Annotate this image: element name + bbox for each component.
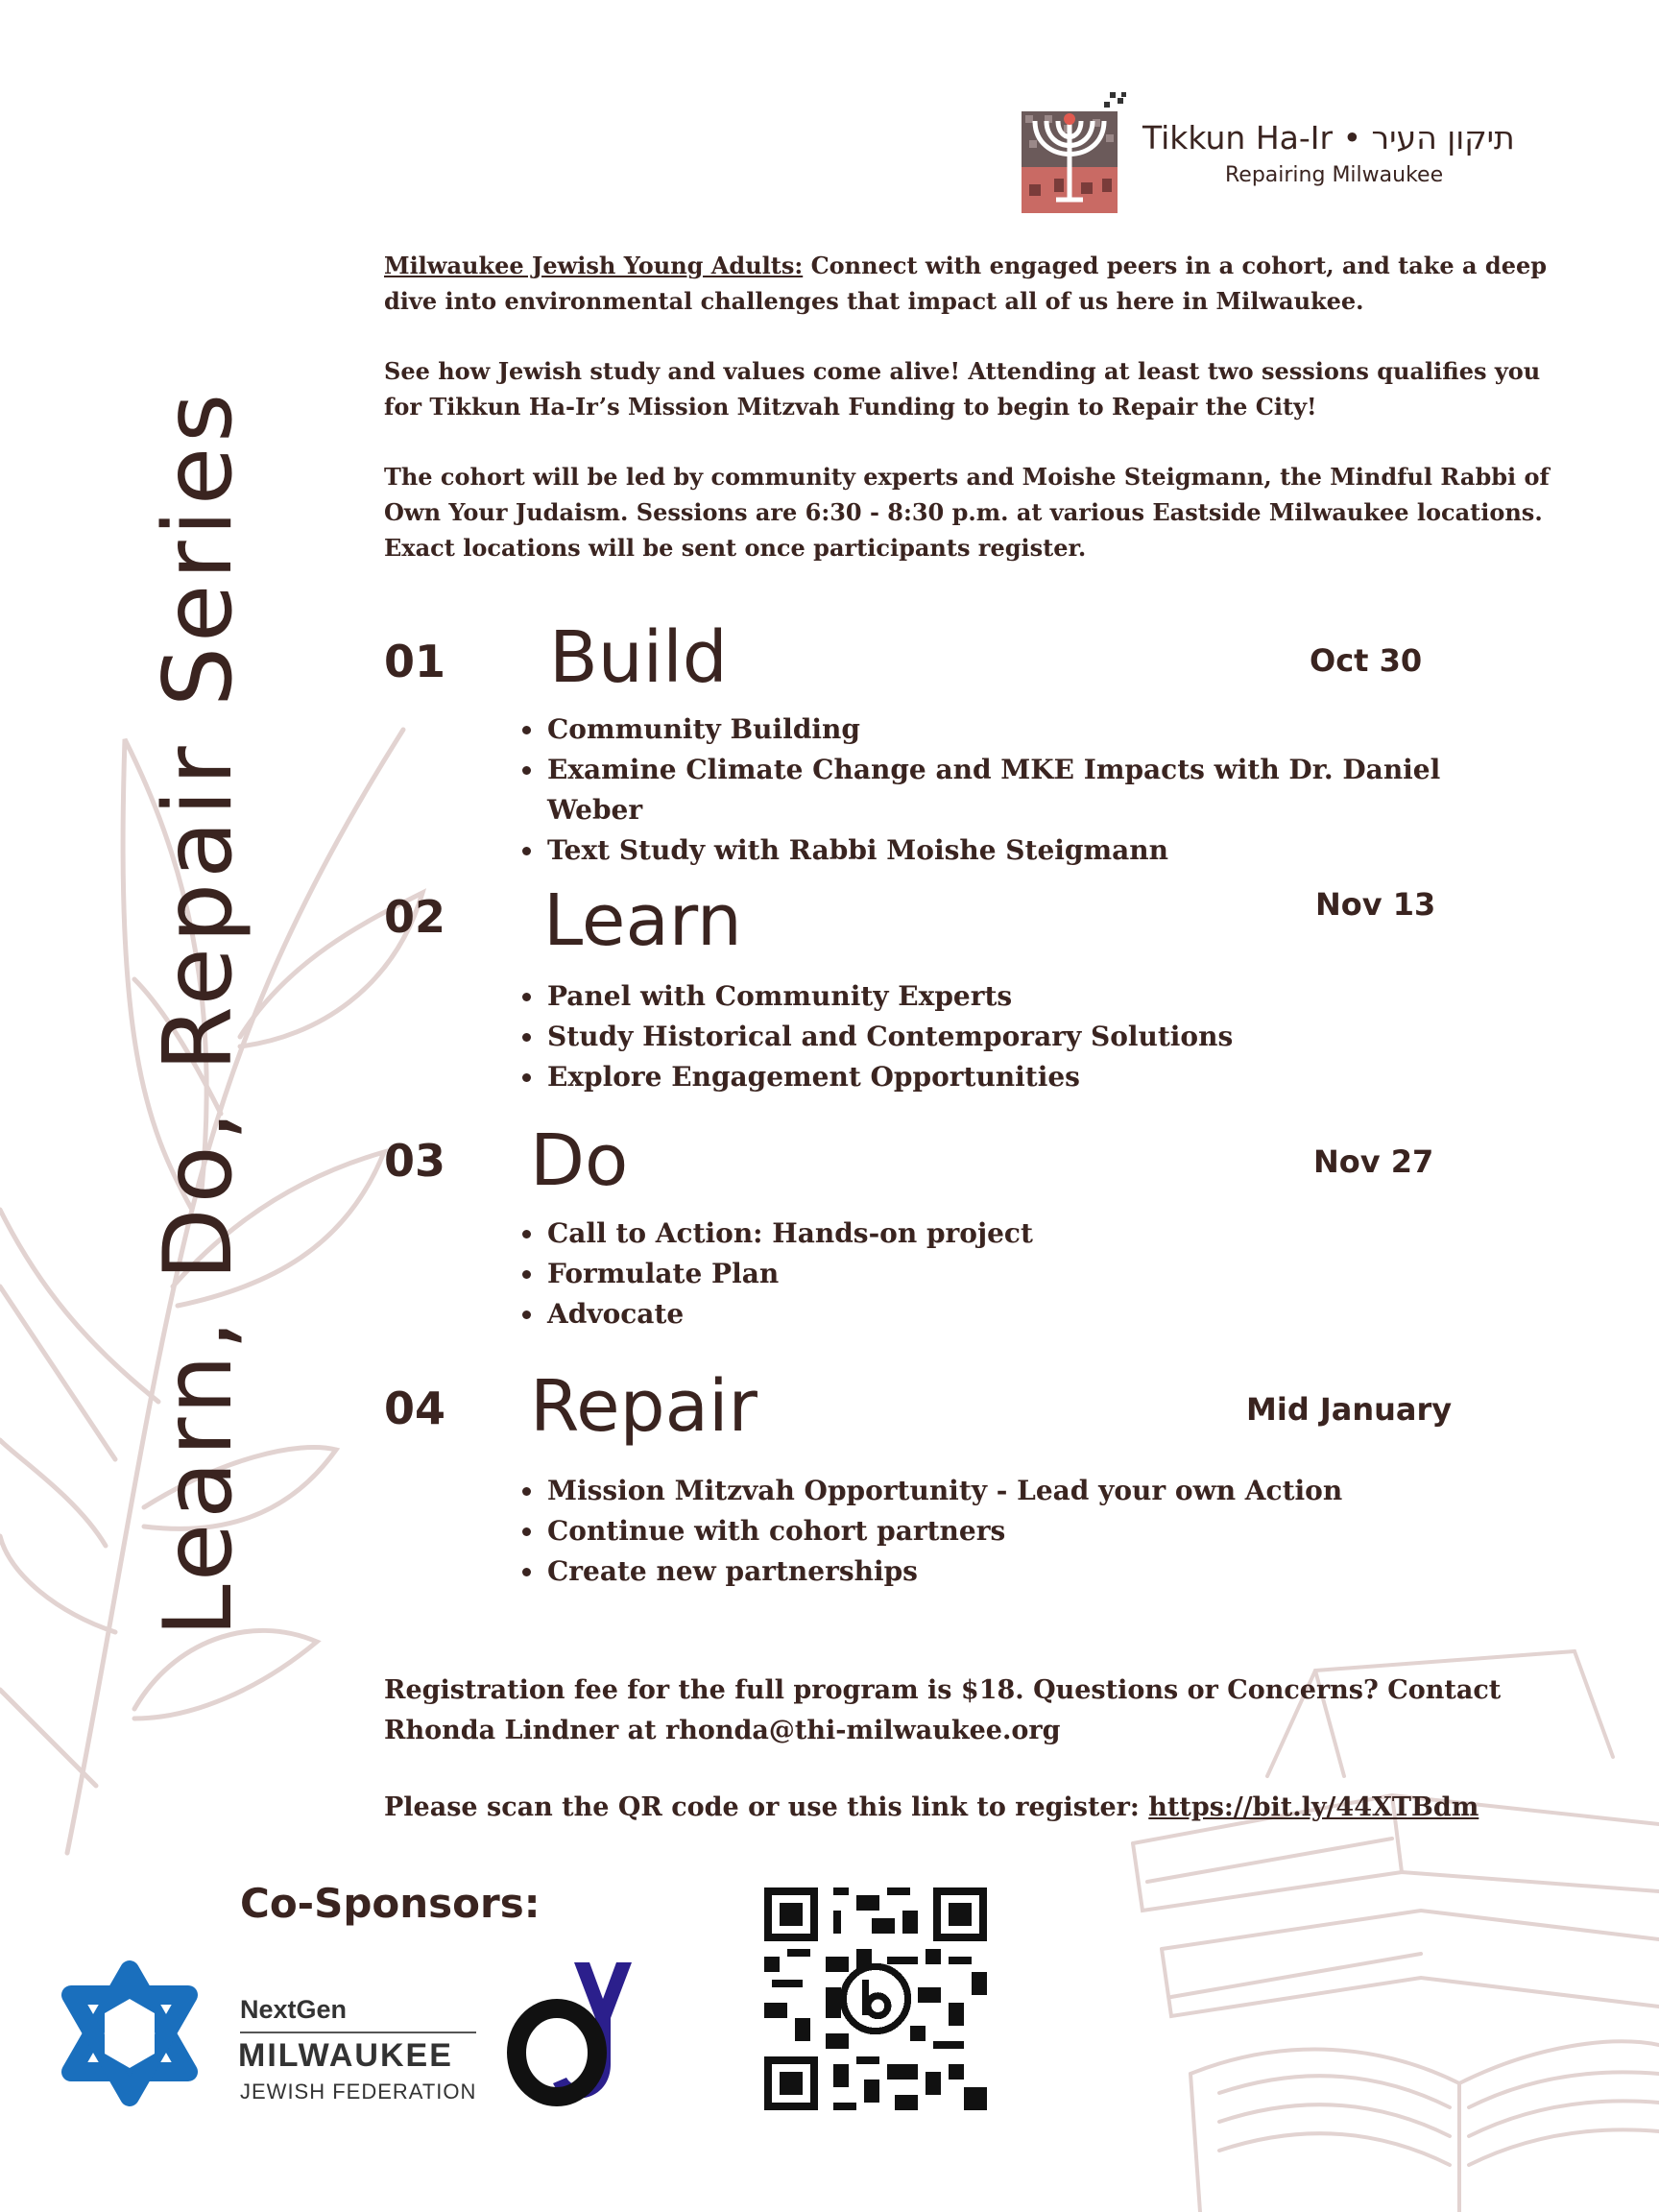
bullet-item: • Explore Engagement Opportunities [545,1057,1505,1097]
nextgen-org: JEWISH FEDERATION [240,2080,477,2104]
bullet-item: • Formulate Plan [545,1254,1505,1294]
tikkun-ha-ir-logo [1022,92,1521,219]
session-title: Build [549,616,728,699]
session-number: 04 [384,1382,446,1434]
logo-subtitle: Repairing Milwaukee [1225,163,1444,187]
logo-title: Tikkun Ha-Ir • תיקון העיר [1142,119,1515,156]
intro-paragraph-1 [384,248,1565,319]
nextgen-federation-logo [238,1995,488,2110]
session-bullet-list [509,1471,1505,1592]
bullet-item: • Mission Mitzvah Opportunity - Lead your own Action [545,1471,1505,1511]
register-link[interactable]: https://bit.ly/44XTBdm [1148,1792,1479,1822]
session-date: Nov 27 [1313,1143,1434,1180]
session-title: Do [530,1119,629,1202]
nextgen-city: MILWAUKEE [238,2037,453,2074]
menorah-mosaic-icon [1022,92,1127,213]
register-instructions [384,1788,1594,1828]
session-bullet-list [509,709,1505,871]
session-date: Nov 13 [1315,886,1436,923]
session-date: Oct 30 [1310,642,1423,679]
star-of-david-icon [58,1957,202,2110]
session-number: 03 [384,1135,446,1187]
session-bullet-list [509,976,1505,1097]
bullet-item: • Text Study with Rabbi Moishe Steigmann [545,830,1505,871]
bullet-item: • Create new partnerships [545,1551,1505,1592]
intro-paragraph-3: The cohort will be led by community experts and Moishe Steigmann, the Mindful Rabbi of Own Your Judaism. Sessions are 6:30 - 8:30 p.m. at various Eastside Milwaukee locations. Exact locations will be sent once participants register. [384,463,1550,562]
intro-section [384,248,1565,600]
session-title: Repair [530,1365,757,1448]
nextgen-label: NextGen [240,1995,348,2024]
bullet-item: • Panel with Community Experts [545,976,1505,1017]
intro-lead-text: Connect with engaged peers in a cohort, and take a deep dive into environmental challenges that impact all of us here in Milwaukee. [384,252,1548,315]
intro-lead-label: Milwaukee Jewish Young Adults: [384,252,804,279]
bullet-item: • Advocate [545,1294,1505,1334]
bullet-item: • Examine Climate Change and MKE Impacts with Dr. Daniel Weber [545,750,1450,830]
series-title-vertical: Learn, Do, Repair Series [144,388,253,1637]
session-bullet-list [509,1214,1505,1334]
intro-paragraph-2: See how Jewish study and values come alive! Attending at least two sessions qualifies you for Tikkun Ha-Ir’s Mission Mitzvah Funding to begin to Repair the City! [384,357,1541,421]
register-text: Please scan the QR code or use this link to register: [384,1792,1149,1822]
session-date: Mid January [1246,1391,1453,1428]
bullet-item: • Study Historical and Contemporary Solutions [545,1017,1505,1057]
bullet-item: • Community Building [545,709,1505,750]
bullet-item: • Continue with cohort partners [545,1511,1505,1551]
registration-info: Registration fee for the full program is $18. Questions or Concerns? Contact Rhonda Lindner at rhonda@thi-milwaukee.org [384,1675,1502,1745]
own-your-judaism-logo [507,1959,661,2112]
nextgen-divider [240,2032,476,2033]
bullet-item: • Call to Action: Hands-on project [545,1214,1505,1254]
cosponsors-heading: Co-Sponsors: [240,1880,541,1927]
session-number: 02 [384,891,446,943]
qr-code-icon[interactable] [764,1887,987,2110]
session-number: 01 [384,636,446,687]
session-title: Learn [543,879,742,962]
